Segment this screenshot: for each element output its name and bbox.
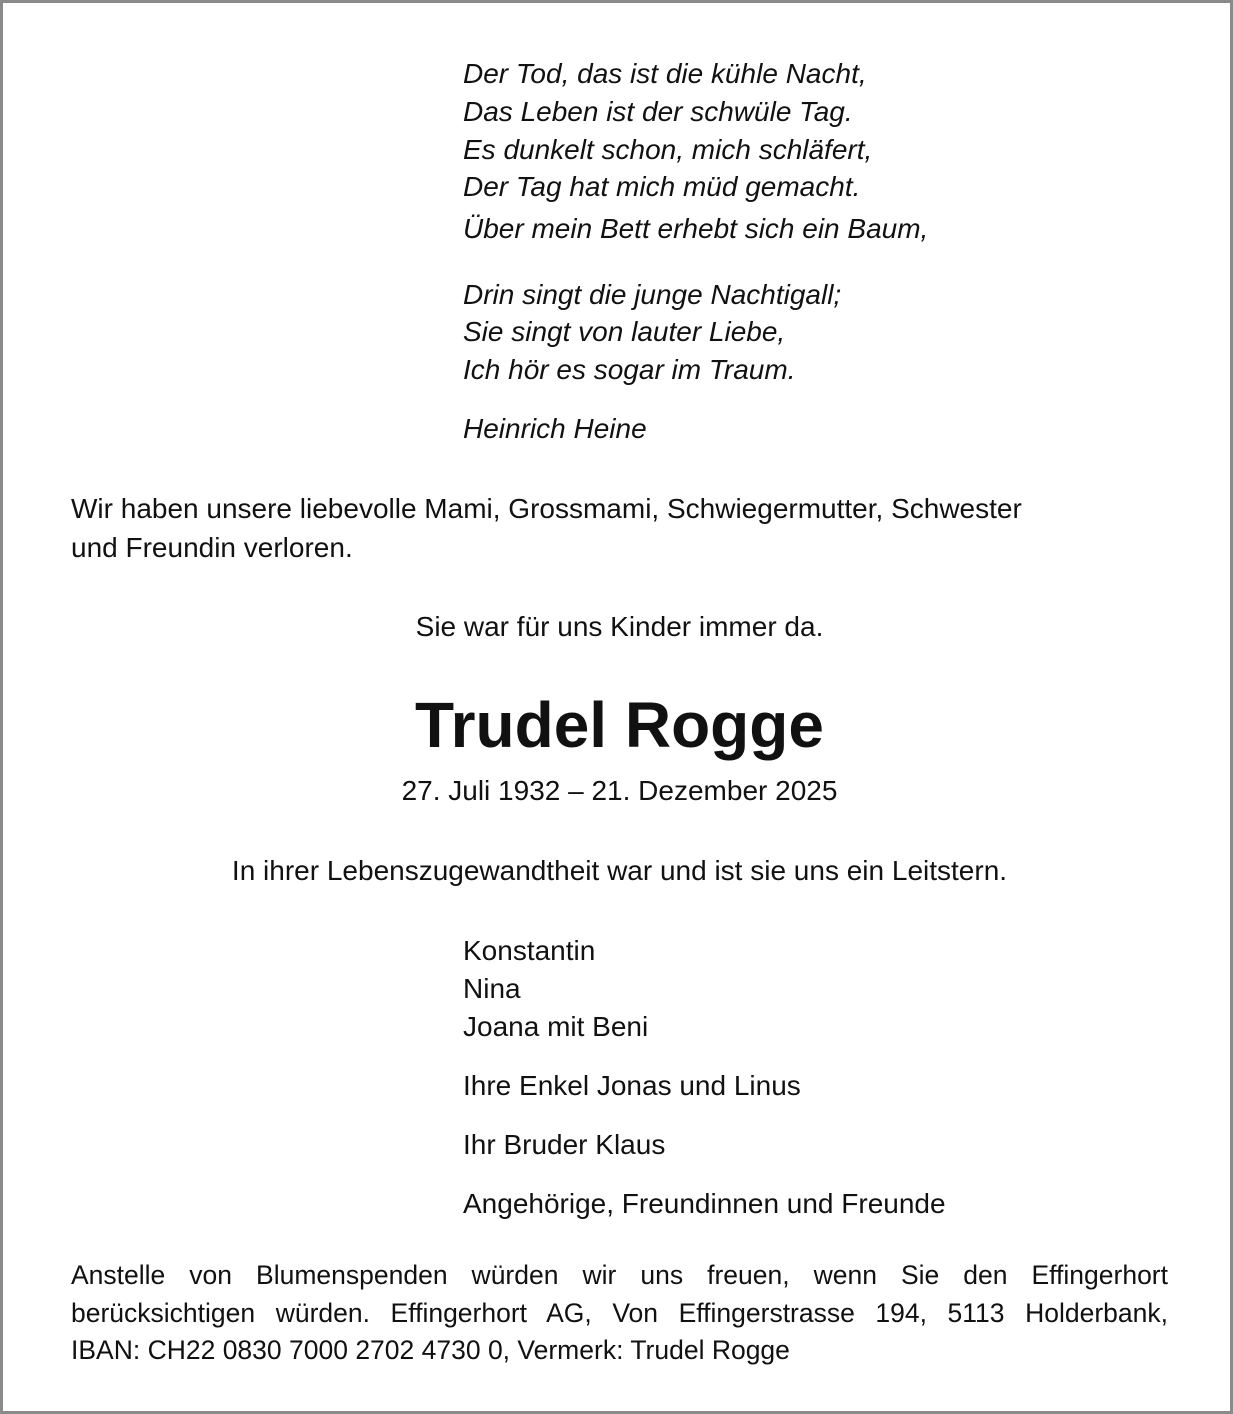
tribute-text: In ihrer Lebenszugewandtheit war und ist sie uns ein Leitstern.: [231, 855, 1008, 886]
poem-line: Das Leben ist der schwüle Tag.: [463, 96, 853, 127]
poem-line: Der Tod, das ist die kühle Nacht,: [463, 58, 867, 89]
poem-author: Heinrich Heine: [463, 413, 647, 444]
donation-line: Anstelle von Blumenspenden würden wir uns freuen, wenn Sie den Effingerhort: [71, 1260, 1168, 1290]
mourner-grandchildren: Ihre Enkel Jonas und Linus: [463, 1070, 801, 1101]
life-dates: 27. Juli 1932 – 21. Dezember 2025: [401, 775, 838, 806]
donation-line: berücksichtigen würden. Effingerhort AG, Von Effingerstrasse 194, 5113 Holderbank,: [71, 1297, 1168, 1328]
mourner-name: Konstantin: [463, 935, 596, 966]
mourner-name: Nina: [463, 973, 521, 1004]
intro-text: und Freundin verloren.: [71, 532, 353, 563]
poem-line: Über mein Bett erhebt sich ein Baum,: [463, 213, 929, 244]
poem-line: Es dunkelt schon, mich schläfert,: [463, 134, 873, 165]
mourner-brother: Ihr Bruder Klaus: [463, 1129, 666, 1160]
poem-line: Drin singt die junge Nachtigall;: [463, 279, 842, 310]
poem-line: Der Tag hat mich müd gemacht.: [463, 171, 861, 202]
intro-text: Wir haben unsere liebevolle Mami, Grossmami, Schwiegermutter, Schwester: [71, 493, 1022, 524]
donation-note: [71, 1257, 1168, 1370]
mourner-name: Joana mit Beni: [463, 1011, 649, 1042]
poem-line: Ich hör es sogar im Traum.: [463, 354, 796, 385]
tagline: Sie war für uns Kinder immer da.: [415, 611, 824, 642]
donation-line: IBAN: CH22 0830 7000 2702 4730 0, Vermerk: Trudel Rogge: [71, 1335, 790, 1365]
mourner-others: Angehörige, Freundinnen und Freunde: [463, 1188, 946, 1219]
poem-line: Sie singt von lauter Liebe,: [463, 316, 786, 347]
deceased-name: Trudel Rogge: [415, 689, 824, 761]
